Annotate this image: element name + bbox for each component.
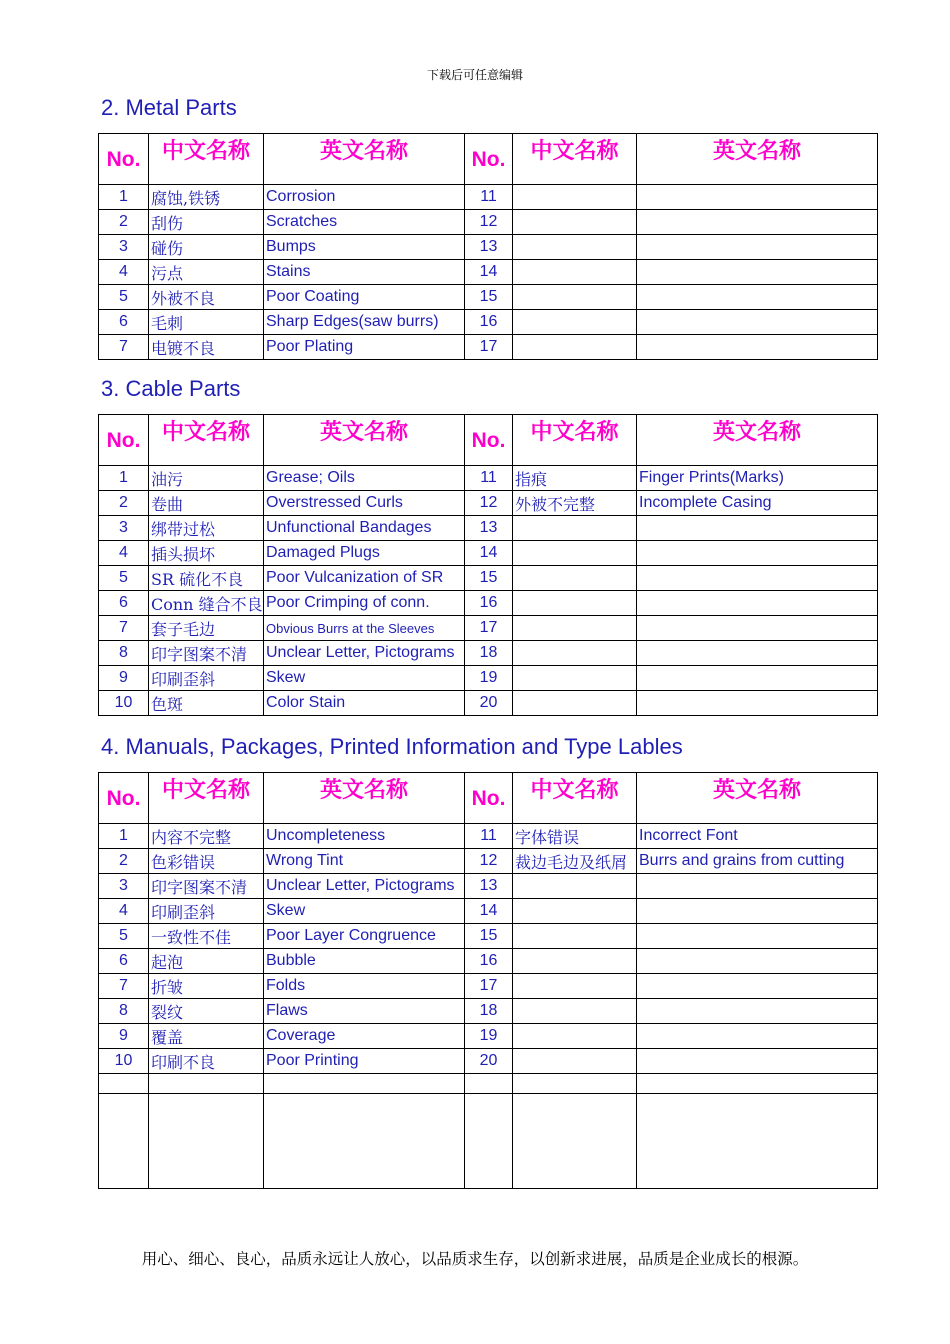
header-no-label: No. [471, 429, 506, 452]
row-number-left: 9 [99, 666, 149, 691]
header-cell [465, 415, 513, 466]
table-row [99, 591, 878, 616]
english-name-right [637, 210, 878, 235]
english-name-left: Skew [264, 666, 465, 691]
header-cell [513, 134, 637, 185]
english-name-left: Unfunctional Bandages [264, 516, 465, 541]
english-name-left: Bubble [264, 949, 465, 974]
chinese-name-left: 印字图案不清 [149, 874, 264, 899]
row-number-right: 15 [465, 924, 513, 949]
english-name-right: Incorrect Font [637, 824, 878, 849]
empty-cell [513, 1094, 637, 1189]
english-name-right [637, 1024, 878, 1049]
header-cell [637, 415, 878, 466]
chinese-name-right [513, 924, 637, 949]
header-cell [99, 134, 149, 185]
row-number-right: 14 [465, 260, 513, 285]
chinese-name-left: 卷曲 [149, 491, 264, 516]
table-row [99, 541, 878, 566]
header-cell [264, 134, 465, 185]
english-name-left: Skew [264, 899, 465, 924]
table-row [99, 824, 878, 849]
header-no-label: No. [106, 148, 141, 171]
row-number-left: 4 [99, 541, 149, 566]
row-number-left: 4 [99, 260, 149, 285]
english-name-right [637, 874, 878, 899]
header-cell [99, 773, 149, 824]
row-number-left: 1 [99, 824, 149, 849]
header-cn-label: 中文名称 [530, 139, 619, 164]
row-number-right: 19 [465, 666, 513, 691]
english-name-left: Obvious Burrs at the Sleeves [264, 616, 465, 641]
table-row [99, 974, 878, 999]
chinese-name-right [513, 1024, 637, 1049]
english-name-right: Incomplete Casing [637, 491, 878, 516]
empty-cell [149, 1074, 264, 1094]
chinese-name-right [513, 285, 637, 310]
row-number-left: 4 [99, 899, 149, 924]
english-name-left: Folds [264, 974, 465, 999]
english-name-left: Corrosion [264, 185, 465, 210]
english-name-left: Flaws [264, 999, 465, 1024]
table-header-row [99, 773, 878, 824]
english-name-left: Wrong Tint [264, 849, 465, 874]
empty-cell [465, 1074, 513, 1094]
chinese-name-right: 外被不完整 [513, 491, 637, 516]
table-row [99, 924, 878, 949]
header-cell [637, 773, 878, 824]
empty-row [99, 1094, 878, 1189]
row-number-left: 1 [99, 185, 149, 210]
row-number-left: 10 [99, 1049, 149, 1074]
chinese-name-left: 印刷歪斜 [149, 899, 264, 924]
header-cell [637, 134, 878, 185]
row-number-right: 13 [465, 516, 513, 541]
chinese-name-right [513, 666, 637, 691]
row-number-right: 14 [465, 899, 513, 924]
row-number-left: 10 [99, 691, 149, 716]
english-name-left: Unclear Letter, Pictograms [264, 641, 465, 666]
table-row [99, 260, 878, 285]
english-name-right [637, 974, 878, 999]
english-name-right [637, 691, 878, 716]
english-name-left: Sharp Edges(saw burrs) [264, 310, 465, 335]
chinese-name-right [513, 591, 637, 616]
english-name-right [637, 185, 878, 210]
table-row [99, 516, 878, 541]
header-en-label: 英文名称 [712, 420, 801, 445]
empty-cell [149, 1094, 264, 1189]
row-number-right: 16 [465, 949, 513, 974]
english-name-left: Overstressed Curls [264, 491, 465, 516]
chinese-name-left: 色彩错误 [149, 849, 264, 874]
row-number-left: 5 [99, 285, 149, 310]
chinese-name-left: 污点 [149, 260, 264, 285]
row-number-right: 20 [465, 691, 513, 716]
header-cell [465, 773, 513, 824]
chinese-name-right [513, 874, 637, 899]
row-number-right: 18 [465, 641, 513, 666]
chinese-name-left: 印刷歪斜 [149, 666, 264, 691]
empty-row [99, 1074, 878, 1094]
row-number-right: 20 [465, 1049, 513, 1074]
chinese-name-right [513, 235, 637, 260]
chinese-name-right [513, 641, 637, 666]
row-number-left: 8 [99, 641, 149, 666]
chinese-name-right [513, 516, 637, 541]
section-title-cable-parts: 3. Cable Parts [101, 376, 241, 401]
header-cell [264, 773, 465, 824]
english-name-right [637, 335, 878, 360]
chinese-name-left: 套子毛边 [149, 616, 264, 641]
chinese-name-left: 覆盖 [149, 1024, 264, 1049]
english-name-left: Poor Layer Congruence [264, 924, 465, 949]
header-cell [264, 415, 465, 466]
row-number-left: 5 [99, 566, 149, 591]
empty-cell [637, 1074, 878, 1094]
chinese-name-left: SR 硫化不良 [149, 566, 264, 591]
chinese-name-left: 印刷不良 [149, 1049, 264, 1074]
english-name-right [637, 541, 878, 566]
row-number-left: 3 [99, 874, 149, 899]
table-row [99, 335, 878, 360]
chinese-name-left: 腐蚀,铁锈 [149, 185, 264, 210]
row-number-left: 1 [99, 466, 149, 491]
manuals-table [98, 772, 878, 1189]
table-row [99, 616, 878, 641]
row-number-right: 12 [465, 210, 513, 235]
english-name-left: Poor Coating [264, 285, 465, 310]
header-cell [99, 415, 149, 466]
empty-cell [264, 1074, 465, 1094]
header-en-label: 英文名称 [319, 778, 408, 803]
row-number-left: 5 [99, 924, 149, 949]
row-number-right: 16 [465, 310, 513, 335]
top-note: 下载后可任意编辑 [426, 68, 523, 82]
chinese-name-right [513, 899, 637, 924]
row-number-left: 7 [99, 335, 149, 360]
english-name-right [637, 666, 878, 691]
header-cn-label: 中文名称 [530, 778, 619, 803]
chinese-name-right [513, 260, 637, 285]
row-number-right: 19 [465, 1024, 513, 1049]
english-name-left: Color Stain [264, 691, 465, 716]
chinese-name-left: 内容不完整 [149, 824, 264, 849]
chinese-name-left: 电镀不良 [149, 335, 264, 360]
table-row [99, 491, 878, 516]
header-cell [149, 134, 264, 185]
row-number-left: 3 [99, 235, 149, 260]
table-row [99, 185, 878, 210]
english-name-left: Grease; Oils [264, 466, 465, 491]
cable-parts-table [98, 414, 878, 716]
chinese-name-left: 折皱 [149, 974, 264, 999]
table-row [99, 691, 878, 716]
header-no-label: No. [471, 148, 506, 171]
header-en-label: 英文名称 [712, 778, 801, 803]
row-number-left: 7 [99, 616, 149, 641]
english-name-left: Damaged Plugs [264, 541, 465, 566]
row-number-right: 12 [465, 849, 513, 874]
table-row [99, 874, 878, 899]
english-name-right [637, 1049, 878, 1074]
header-no-label: No. [471, 787, 506, 810]
row-number-right: 15 [465, 566, 513, 591]
english-name-left: Uncompleteness [264, 824, 465, 849]
chinese-name-left: 裂纹 [149, 999, 264, 1024]
english-name-right [637, 949, 878, 974]
row-number-left: 6 [99, 949, 149, 974]
chinese-name-left: 起泡 [149, 949, 264, 974]
chinese-name-right [513, 541, 637, 566]
english-name-left: Unclear Letter, Pictograms [264, 874, 465, 899]
header-cell [513, 415, 637, 466]
table-header-row [99, 134, 878, 185]
chinese-name-right [513, 999, 637, 1024]
table-row [99, 949, 878, 974]
header-en-label: 英文名称 [319, 420, 408, 445]
english-name-right [637, 641, 878, 666]
header-cn-label: 中文名称 [530, 420, 619, 445]
english-name-right [637, 310, 878, 335]
english-name-left: Poor Plating [264, 335, 465, 360]
table-row [99, 285, 878, 310]
header-cn-label: 中文名称 [161, 420, 250, 445]
table-row [99, 666, 878, 691]
empty-cell [99, 1094, 149, 1189]
english-name-left: Stains [264, 260, 465, 285]
chinese-name-left: 毛刺 [149, 310, 264, 335]
english-name-right [637, 260, 878, 285]
row-number-right: 17 [465, 974, 513, 999]
row-number-right: 12 [465, 491, 513, 516]
row-number-right: 15 [465, 285, 513, 310]
empty-cell [264, 1094, 465, 1189]
row-number-left: 2 [99, 491, 149, 516]
chinese-name-right [513, 335, 637, 360]
english-name-left: Poor Printing [264, 1049, 465, 1074]
english-name-right [637, 285, 878, 310]
header-en-label: 英文名称 [319, 139, 408, 164]
chinese-name-left: 碰伤 [149, 235, 264, 260]
chinese-name-left: 外被不良 [149, 285, 264, 310]
english-name-right [637, 591, 878, 616]
table-row [99, 999, 878, 1024]
chinese-name-right [513, 1049, 637, 1074]
row-number-left: 6 [99, 310, 149, 335]
row-number-left: 2 [99, 849, 149, 874]
row-number-right: 13 [465, 235, 513, 260]
english-name-left: Poor Crimping of conn. [264, 591, 465, 616]
row-number-left: 9 [99, 1024, 149, 1049]
header-cell [513, 773, 637, 824]
chinese-name-right: 字体错误 [513, 824, 637, 849]
english-name-right [637, 516, 878, 541]
table-row [99, 1024, 878, 1049]
section-title-manuals: 4. Manuals, Packages, Printed Information and Type Lables [101, 734, 683, 759]
chinese-name-right: 指痕 [513, 466, 637, 491]
english-name-right [637, 999, 878, 1024]
chinese-name-left: 油污 [149, 466, 264, 491]
header-cn-label: 中文名称 [161, 139, 250, 164]
chinese-name-left: 绑带过松 [149, 516, 264, 541]
chinese-name-right [513, 310, 637, 335]
chinese-name-right [513, 974, 637, 999]
chinese-name-left: 印字图案不清 [149, 641, 264, 666]
table-row [99, 235, 878, 260]
chinese-name-left: 一致性不佳 [149, 924, 264, 949]
row-number-right: 11 [465, 824, 513, 849]
table-row [99, 210, 878, 235]
chinese-name-right: 裁边毛边及纸屑 [513, 849, 637, 874]
row-number-right: 14 [465, 541, 513, 566]
english-name-right [637, 235, 878, 260]
footer-slogan: 用心、细心、良心，品质永远让人放心，以品质求生存，以创新求进展，品质是企业成长的根源。 [141, 1250, 809, 1268]
metal-parts-table [98, 133, 878, 360]
english-name-right [637, 616, 878, 641]
table-row [99, 310, 878, 335]
table-row [99, 466, 878, 491]
chinese-name-left: 刮伤 [149, 210, 264, 235]
english-name-right [637, 899, 878, 924]
english-name-right: Burrs and grains from cutting [637, 849, 878, 874]
english-name-right [637, 566, 878, 591]
chinese-name-right [513, 210, 637, 235]
empty-cell [637, 1094, 878, 1189]
chinese-name-right [513, 949, 637, 974]
header-cell [465, 134, 513, 185]
table-row [99, 849, 878, 874]
table-row [99, 899, 878, 924]
table-row [99, 1049, 878, 1074]
row-number-left: 6 [99, 591, 149, 616]
english-name-right [637, 924, 878, 949]
chinese-name-right [513, 185, 637, 210]
header-cell [149, 773, 264, 824]
chinese-name-left: 色斑 [149, 691, 264, 716]
empty-cell [513, 1074, 637, 1094]
row-number-left: 3 [99, 516, 149, 541]
row-number-left: 2 [99, 210, 149, 235]
row-number-right: 18 [465, 999, 513, 1024]
row-number-left: 8 [99, 999, 149, 1024]
chinese-name-left: 插头损坏 [149, 541, 264, 566]
header-en-label: 英文名称 [712, 139, 801, 164]
row-number-right: 16 [465, 591, 513, 616]
header-cell [149, 415, 264, 466]
english-name-left: Coverage [264, 1024, 465, 1049]
chinese-name-right [513, 566, 637, 591]
row-number-right: 17 [465, 335, 513, 360]
header-no-label: No. [106, 787, 141, 810]
row-number-right: 11 [465, 185, 513, 210]
table-header-row [99, 415, 878, 466]
english-name-left: Scratches [264, 210, 465, 235]
row-number-right: 17 [465, 616, 513, 641]
english-name-right: Finger Prints(Marks) [637, 466, 878, 491]
section-title-metal-parts: 2. Metal Parts [101, 95, 237, 120]
table-row [99, 566, 878, 591]
chinese-name-left: Conn 缝合不良 [149, 591, 264, 616]
header-no-label: No. [106, 429, 141, 452]
row-number-right: 13 [465, 874, 513, 899]
row-number-left: 7 [99, 974, 149, 999]
english-name-left: Bumps [264, 235, 465, 260]
english-name-left: Poor Vulcanization of SR [264, 566, 465, 591]
empty-cell [465, 1094, 513, 1189]
header-cn-label: 中文名称 [161, 778, 250, 803]
chinese-name-right [513, 616, 637, 641]
chinese-name-right [513, 691, 637, 716]
empty-cell [99, 1074, 149, 1094]
row-number-right: 11 [465, 466, 513, 491]
table-row [99, 641, 878, 666]
